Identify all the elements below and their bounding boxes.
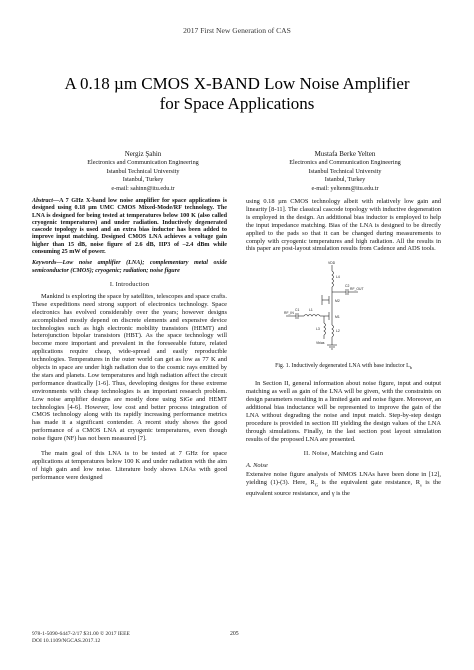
caption-subscript: b [409,365,412,371]
author-city: Istanbul, Turkey [324,176,366,184]
footer-isbn: 978-1-5090-6447-2/17 $31.00 © 2017 IEEE [32,631,130,637]
inductor-l3 [324,323,326,335]
subsection-noise: A. Noise [246,461,268,469]
caption-text: Fig. 1. Inductively degenerated LNA with base inductor L [275,363,410,370]
vdd-label: VDD [328,261,336,266]
right-paragraph-1: using 0.18 µm CMOS technology albeit with relatively low gain and linearity [8-11]. The classical cascode topology with inductive degeneration is employed in the design. An additional bias inductor is employed to help the input impedance matching. Bias of the LNA is designed to be directly applied to the pads so that it can be changed during measurements to comply with cryogenic temperatures and high radiation. All the results in this paper are post-layout simulation results from Cadence and ADS tools. [246,198,441,253]
author-university: Istanbul Technical University [308,167,382,175]
author-name: Mustafa Berke Yelten [314,150,376,158]
keywords [32,260,227,275]
l2-label: L2 [336,329,340,334]
p3-text-b: is the equivalent gate resistance, R [317,479,420,487]
m1-label: M1 [335,315,340,320]
m2-label: M2 [335,299,340,304]
inductor-l4 [332,271,334,287]
abstract [32,198,227,256]
c2-label: C2 [345,284,350,289]
footer-block [32,631,130,645]
keywords-text: —Low noise amplifier (LNA); complementary metal oxide semiconductor (CMOS); cryogenic; radiation; noise figure [32,260,227,274]
lna-schematic [246,259,441,363]
rf-out-label: RF_OUT [350,287,364,292]
intro-paragraph-1: Mankind is exploring the space by satellites, telescopes and space crafts. These expeditions need strong support of electronics technology. Space electronics has evolved considerably over the years; however designs accomplished mostly depend on discrete elements and expensive device technologies such as high electronic mobility transistors (HEMT) and heterojunction bipolar transistors (HBT). As the space technology will become more important and prevalent in the foreseeable future, related applications require cheap, wide-spread and easily reproducible technologies. Temperatures in the outer world can get as low as 77 K and objects in space are under high radiation due to the cosmic rays emitted by the stars and planets. Low temperatures and high radiation affect the circuit performance drastically [1-6]. Thus, developing designs for these extreme environments with cheap technologies is an important research problem. Low noise amplifier designs are mostly done using SiGe and HEMT technologies [4-6]. However, low cost and better process integration of CMOS technology along with its rapidly increasing performance metrics has made it a significant contender. A recent study shows the good performance of a CMOS LNA at cryogenic temperatures, even though noise figure (NF) has not been measured [7]. [32,292,227,443]
p3-text-a: Extensive noise figure analysis of NMOS LNAs have been done in [12], yielding (1)-(3). Here, R [246,471,441,487]
section-heading-introduction: I. Introduction [109,280,150,288]
intro-paragraph-2: The main goal of this LNA is to be tested at 7 GHz for space applications at temperatures below 100 K and under radiation with the aim of high gain and low noise. Literature body shows LNAs with good performance were designed [32,450,227,481]
left-column [32,198,227,482]
inductor-l2 [332,325,334,337]
footer-doi: DOI 10.1109/NGCAS.2017.12 [32,638,101,644]
conference-header: 2017 First New Generation of CAS [183,26,291,35]
l4-label: L4 [336,275,340,280]
figure-1 [246,259,441,363]
p3-sub-1: G [314,482,318,488]
author-name: Nergiz Şahin [124,150,162,158]
inductor-l1 [304,315,320,317]
vbias-label: Vbias [316,341,325,346]
author-block-2 [250,150,440,193]
author-city: Istanbul, Turkey [122,176,164,184]
rf-in-label: RF_IN [284,311,294,316]
author-affiliation: Electronics and Communication Engineering [289,159,401,167]
p3-sub-2: s [419,482,422,488]
keywords-label: Keywords [32,260,57,267]
section-heading-noise-matching-gain: II. Noise, Matching and Gain [303,449,384,457]
abstract-label: Abstract [32,198,53,204]
c1-label: C1 [295,308,300,313]
paper-title [40,74,434,114]
l1-label: L1 [309,308,313,313]
right-paragraph-2: In Section II, general information about noise figure, input and output matching as well as gain of the LNA will be given, with the constraints on design parameters resulting in a limited gain and noise figure. Moreover, an additional bias inductance will be represented to improve the gain of the LNA without degrading the noise and input match. Step-by-step design procedure is provided in section III yielding the design values of the LNA through simulations. Finally, in the last section post layout simulation results of the proposed LNA are presented. [246,380,441,443]
author-affiliation: Electronics and Communication Engineering [87,159,199,167]
right-paragraph-3 [246,471,441,497]
p3-text-c: is the equivalent source resistance, and γ is the [246,479,441,497]
author-email: e-mail: yeltenm@itu.edu.tr [311,184,379,192]
page-number: 205 [230,631,239,637]
figure-1-caption [246,363,441,372]
author-university: Istanbul Technical University [106,167,180,175]
author-email: e-mail: sahinn@itu.edu.tr [111,184,175,192]
abstract-text: —A 7 GHz X-band low noise amplifier for space applications is designed using 0.18 µm UMC CMOS Mixed-Mode/RF technology. The LNA is designed for being tested at temperatures below 100 K (also called cryogenic temperatures) and under radiation. Inductively degenerated cascode topology is used and an extra bias inductor has been added to improve input matching. Designed CMOS LNA achieves a voltage gain higher than 15 dB, noise figure of 2.6 dB, IIP3 of –2.4 dBm while consuming 25 mW of power. [32,198,227,256]
l3-label: L3 [316,327,320,332]
author-block-1 [48,150,238,193]
right-column [246,198,441,497]
title-line-1: A 0.18 µm CMOS X-BAND Low Noise Amplifier [64,74,410,93]
title-line-2: for Space Applications [159,94,315,113]
